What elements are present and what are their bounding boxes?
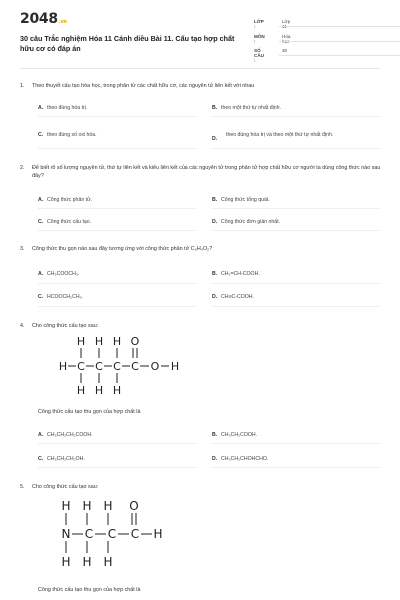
svg-text:H: H (94, 335, 104, 348)
svg-text:H: H (170, 360, 180, 373)
svg-text:C: C (113, 360, 121, 373)
svg-text:C: C (95, 360, 103, 373)
svg-text:H: H (153, 527, 163, 541)
svg-text:O: O (129, 499, 139, 513)
svg-text:N: N (61, 527, 71, 541)
structural-formula-5 (58, 496, 178, 573)
svg-text:H: H (58, 360, 68, 373)
svg-text:O: O (150, 360, 160, 373)
svg-text:C: C (84, 527, 94, 541)
svg-text:H: H (82, 555, 92, 568)
formula-5-svg (58, 496, 178, 568)
svg-text:H: H (82, 499, 92, 513)
site-logo[interactable]: 2048.vn (20, 11, 67, 27)
svg-text:H: H (61, 555, 71, 568)
svg-text:H: H (103, 555, 113, 568)
svg-text:O: O (130, 335, 140, 348)
header-divider (20, 68, 380, 69)
svg-text:H: H (76, 335, 86, 348)
page-title: 30 câu Trắc nghiệm Hóa 11 Cánh diều Bài 11. Cấu tạo hợp chất hữu cơ có đáp án (20, 34, 235, 53)
svg-text:H: H (103, 499, 113, 513)
svg-text:H: H (76, 384, 86, 397)
structural-formula-4 (55, 333, 205, 402)
svg-text:H: H (94, 384, 104, 397)
svg-text:C: C (130, 527, 140, 541)
svg-text:C: C (107, 527, 117, 541)
formula-4-svg (55, 333, 205, 397)
svg-text:H: H (112, 335, 122, 348)
svg-text:H: H (61, 499, 71, 513)
svg-text:C: C (131, 360, 139, 373)
svg-text:H: H (112, 384, 122, 397)
svg-text:C: C (77, 360, 85, 373)
